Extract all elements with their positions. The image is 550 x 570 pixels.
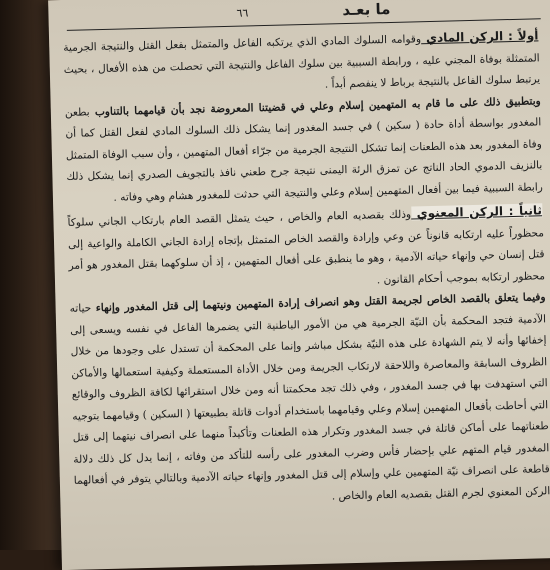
section2-line: محظوراً عليه ارتكابه قانوناً عن وعي وإرادة والقصد الخاص المتمثل بإتجاه إرادة الجاني الكاملة والواعية	[82, 226, 545, 251]
document-body	[63, 25, 550, 513]
section3-line: والخاص .	[331, 489, 373, 503]
section2-paragraph	[67, 200, 545, 299]
section3-lead: وفيما يتعلق بالقصد الخاص لجريمة القتل وهو انصراف إرادة المتهمين ونيتهما إلى قتل المغدور وإنهاء	[91, 291, 546, 315]
section3-line: استقرائها لكافة الظروف والوقائع التي أحاطت بأفعال المتهمين إسلام وعلي وقيامهما باستخدام أدوات	[71, 385, 549, 418]
section1-paragraph	[63, 25, 540, 102]
section2-heading: ثانياً : الركن المعنوي	[410, 203, 543, 221]
section3-line: وجودها من خلال الظروف السابقة والمعاصرة واللاحقة لارتكاب الجريمة ومن خلال الأداة المستعملة	[70, 344, 548, 377]
header-title: ما بعـد	[342, 0, 391, 20]
section1-application-paragraph	[65, 91, 543, 210]
application-lead: وبتطبيق ذلك على ما قام به المتهمين إسلام وعلي في قضيتنا المعروضة نجد بأن قيامهما بالتناوب	[89, 94, 541, 118]
section1-line: وقوامه السلوك المادي الذي يرتكبه الفاعل والمتمثل بفعل القتل والنتيجة الجرمية	[63, 33, 422, 54]
section1-line: بحيث يرتبط سلوك الفاعل بالنتيجة برباط لا ينفصم أبداً .	[63, 62, 541, 91]
section3-line: حياته الآدمية فتجد المحكمة بأن النيّة الجرمية هي من الأمور الباطنية التي يضمرها الفاعل في نفسه	[69, 302, 547, 336]
section3-line: الطعنات وتأكيداً منهما على انصراف نيتهما إلى قتل المغدور قيام المتهم علي بإحضار فأس وضرب المغدور	[72, 426, 550, 460]
section2-line: إلى قتل إنسان حي وإنهاء حياته الآدمية ، وهو ما ينطبق على أفعال المتهمين ، إذ أن سلوكهما بقتل	[67, 238, 545, 271]
section3-line: قاتلة بطبيعتها ( السكين ) وقيامهما بتوجيه طعناتهما على أماكن قاتلة في جسد المغدور وتكرار هذه	[72, 405, 549, 439]
section3-line: على رأسه للتأكد من وفاته ، إنما يدل كل ذلك دلالة قاطعة على انصراف نيّة المتهمين علي وإسلام إلى	[73, 447, 550, 481]
application-line: أن وفاة المغدور بعد هذه الطعنات إنما تشكل النتيجة الجرمية من جرّاء أفعال المتهمين ، وأن سبب الوفاة	[65, 127, 542, 161]
application-line: المتمثل بالنزيف الدموي الحاد الناتج عن تمزق الرئة اليمنى نتيجة جرح طعني نافذ بالتجويف الصدري	[65, 148, 543, 182]
application-line: وهي وفاته .	[113, 190, 166, 204]
page-number: ٦٦	[236, 6, 249, 20]
document-page	[48, 0, 550, 570]
section3-line: وكيفية استعمالها والأماكن التي استهدفت بها في جسد المغدور ، وفي ذلك تجد محكمتنا أنه ومن خلال	[71, 364, 548, 398]
section1-line: المتمثلة بوفاة المجني عليه ، ورابطة السببية بين سلوك الفاعل والنتيجة التي تحصلت من هذه الأفعال ،	[87, 51, 540, 75]
application-line: بطعن المغدور بواسطة أداة حادة ( سكين ) في جسد المغدور إنما يشكل ذلك السلوك المادي لفعل القتل كما	[64, 105, 542, 140]
section3-line: قتل المغدور وإنهاء حياته الآدمية وبالتالي يتوفر في أفعالهما الركن المعنوي لجرم القتل بقصديه العام	[73, 468, 550, 502]
section2-line: وذلك بقصديه العام والخاص ، حيث يتمثل القصد العام بارتكاب الجاني سلوكاً	[67, 208, 412, 229]
section3-line: ويسعى إلى إخفائها وأنه لا يتم الشهادة على هذه النيّة بشكل مباشر وإنما على المحكمة أن تستدل على	[70, 323, 547, 357]
application-line: إنما يشكل ذلك رابطة السببية فيما بين أفعال المتهمين إسلام وعلي والنتيجة التي حدثت للمغدور هشام	[66, 169, 543, 203]
section3-paragraph	[69, 287, 550, 514]
section2-line: المغدور هو أمر محظور ارتكابه بموجب أحكام القانون .	[68, 258, 546, 286]
section1-heading: أولاً : الركن المادي	[420, 28, 539, 46]
